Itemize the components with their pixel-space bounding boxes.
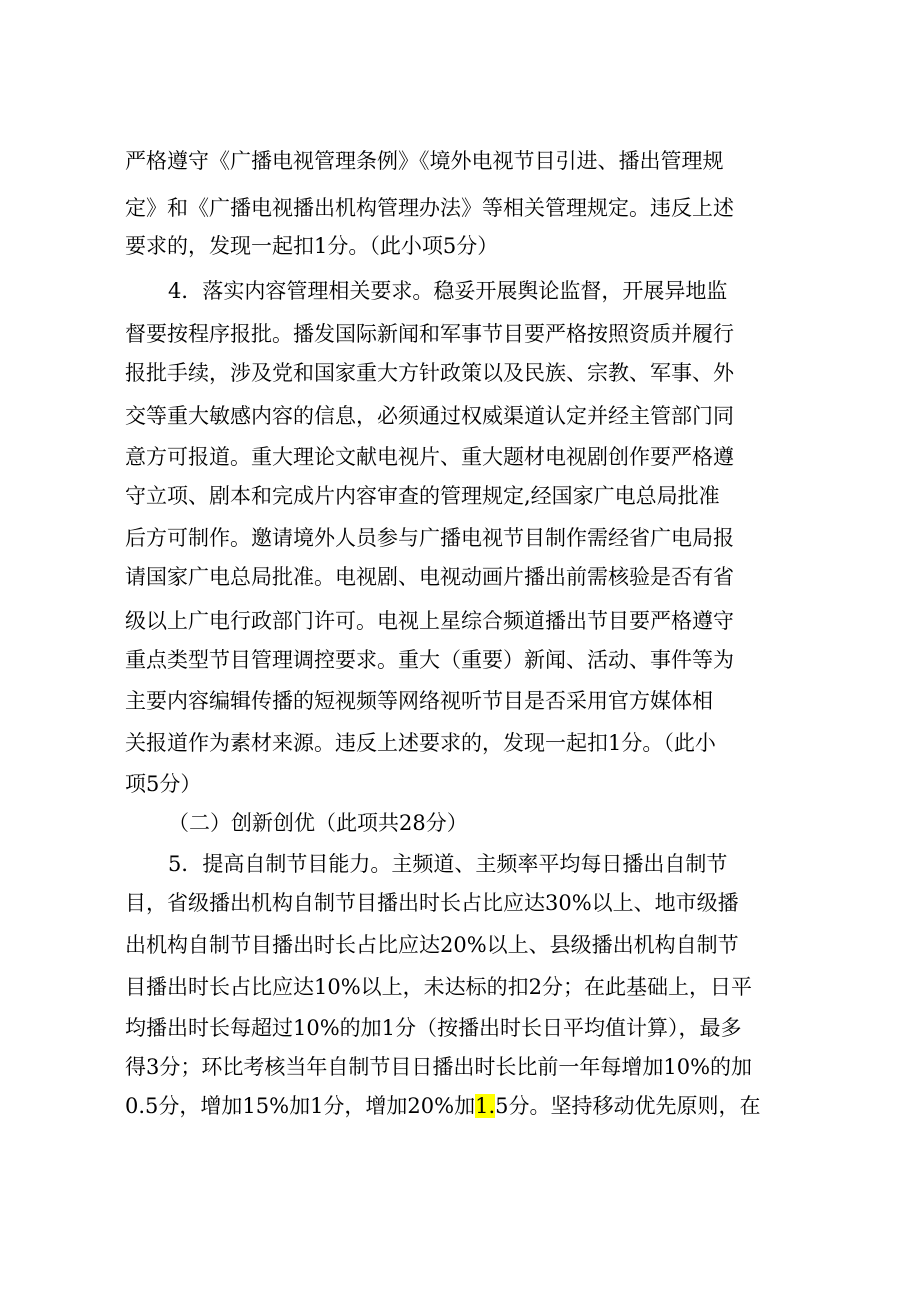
text-line: 目播出时长占比应达10%以上，未达标的扣2分；在此基础上，日平 [125,975,753,999]
text-line: 请国家广电总局批准。电视剧、电视动画片播出前需核验是否有省 [125,565,734,589]
text-line: 意方可报道。重大理论文献电视片、重大题材电视剧创作要严格遵 [125,445,734,469]
text-line: 出机构自制节目播出时长占比应达20%以上、县级播出机构自制节 [125,933,739,957]
text-line: 4．落实内容管理相关要求。稳妥开展舆论监督，开展异地监 [168,279,728,303]
text-line: 关报道作为素材来源。违反上述要求的，发现一起扣1分。（此小 [125,731,716,755]
text-line: 严格遵守《广播电视管理条例》《境外电视节目引进、播出管理规 [125,149,724,173]
text-line: 后方可制作。邀请境外人员参与广播电视节目制作需经省广电局报 [125,526,734,550]
text-line: 项5分） [125,772,202,796]
text-line: 均播出时长每超过10%的加1分（按播出时长日平均值计算），最多 [125,1016,742,1040]
text-line: 主要内容编辑传播的短视频等网络视听节目是否采用官方媒体相 [125,689,713,713]
text-line: 报批手续，涉及党和国家重大方针政策以及民族、宗教、军事、外 [125,361,734,385]
text-line: 督要按程序报批。播发国际新闻和军事节目要严格按照资质并履行 [125,322,734,346]
text-line: 守立项、剧本和完成片内容审查的管理规定,经国家广电总局批准 [125,484,720,508]
text-segment: 0.5分，增加15%加1分，增加20%加 [125,1094,476,1118]
section-heading: （二）创新创优（此项共28分） [168,811,468,835]
highlighted-text: 1. [475,1094,496,1118]
text-line: 目，省级播出机构自制节目播出时长占比应达30%以上、地市级播 [125,891,739,915]
text-segment: 5分。坚持移动优先原则，在 [495,1094,761,1118]
text-line: 级以上广电行政部门许可。电视上星综合频道播出节目要严格遵守 [125,609,734,633]
text-line: 5．提高自制节目能力。主频道、主频率平均每日播出自制节 [168,852,728,876]
text-line: 定》和《广播电视播出机构管理办法》等相关管理规定。违反上述 [125,196,734,220]
text-line: 重点类型节目管理调控要求。重大（重要）新闻、活动、事件等为 [125,648,734,672]
text-line: 交等重大敏感内容的信息，必须通过权威渠道认定并经主管部门同 [125,404,734,428]
text-line-highlighted [125,1086,795,1126]
text-line: 得3分；环比考核当年自制节目日播出时长比前一年每增加10%的加 [125,1055,753,1079]
text-line: 要求的，发现一起扣1分。（此小项5分） [125,234,499,258]
